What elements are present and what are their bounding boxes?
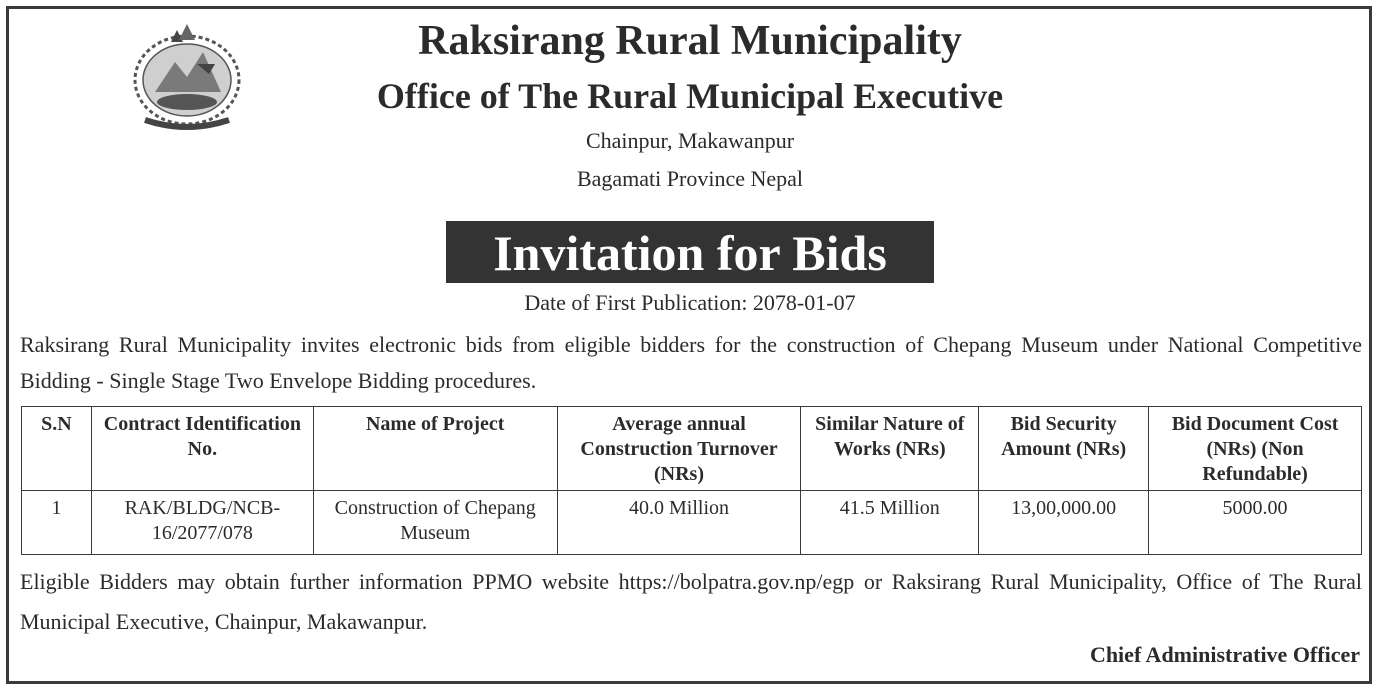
header-sn: S.N (22, 407, 92, 491)
municipality-title: Raksirang Rural Municipality (418, 18, 962, 64)
cell-contract-id: RAK/BLDG/NCB-16/2077/078 (91, 491, 313, 555)
cell-doc-cost: 5000.00 (1149, 491, 1362, 555)
footer-paragraph: Eligible Bidders may obtain further information PPMO website https://bolpatra.gov.np/egp or Raksirang Rural Municipality, Office of The Rural Municipal Executive, Chainpur, Makawanpur. (20, 569, 1362, 634)
bids-table (21, 406, 1362, 555)
cell-sn: 1 (22, 491, 92, 555)
office-title: Office of The Rural Municipal Executive (376, 76, 1004, 116)
header-bid-security: Bid Security Amount (NRs) (979, 407, 1149, 491)
cell-project: Construction of Chepang Museum (313, 491, 557, 555)
table-row (22, 491, 1362, 555)
publication-date: Date of First Publication: 2078-01-07 (524, 290, 856, 315)
signature: Chief Administrative Officer (1089, 642, 1360, 667)
address-line-2: Bagamati Province Nepal (576, 166, 804, 191)
header-contract-id: Contract Identification No. (91, 407, 313, 491)
header-project: Name of Project (313, 407, 557, 491)
cell-bid-security: 13,00,000.00 (979, 491, 1149, 555)
header-doc-cost: Bid Document Cost (NRs) (Non Refundable) (1149, 407, 1362, 491)
cell-similar-works: 41.5 Million (801, 491, 979, 555)
invitation-banner: Invitation for Bids (446, 221, 934, 283)
intro-paragraph: Raksirang Rural Municipality invites electronic bids from eligible bidders for the construction of Chepang Museum under National Competitive Bidding - Single Stage Two Envelope Bidding procedures. (20, 332, 1362, 393)
header-similar-works: Similar Nature of Works (NRs) (801, 407, 979, 491)
cell-turnover: 40.0 Million (557, 491, 801, 555)
address-line-1: Chainpur, Makawanpur (585, 128, 795, 153)
header-turnover: Average annual Construction Turnover (NRs) (557, 407, 801, 491)
table-header-row (22, 407, 1362, 491)
notice-header (0, 14, 1380, 194)
